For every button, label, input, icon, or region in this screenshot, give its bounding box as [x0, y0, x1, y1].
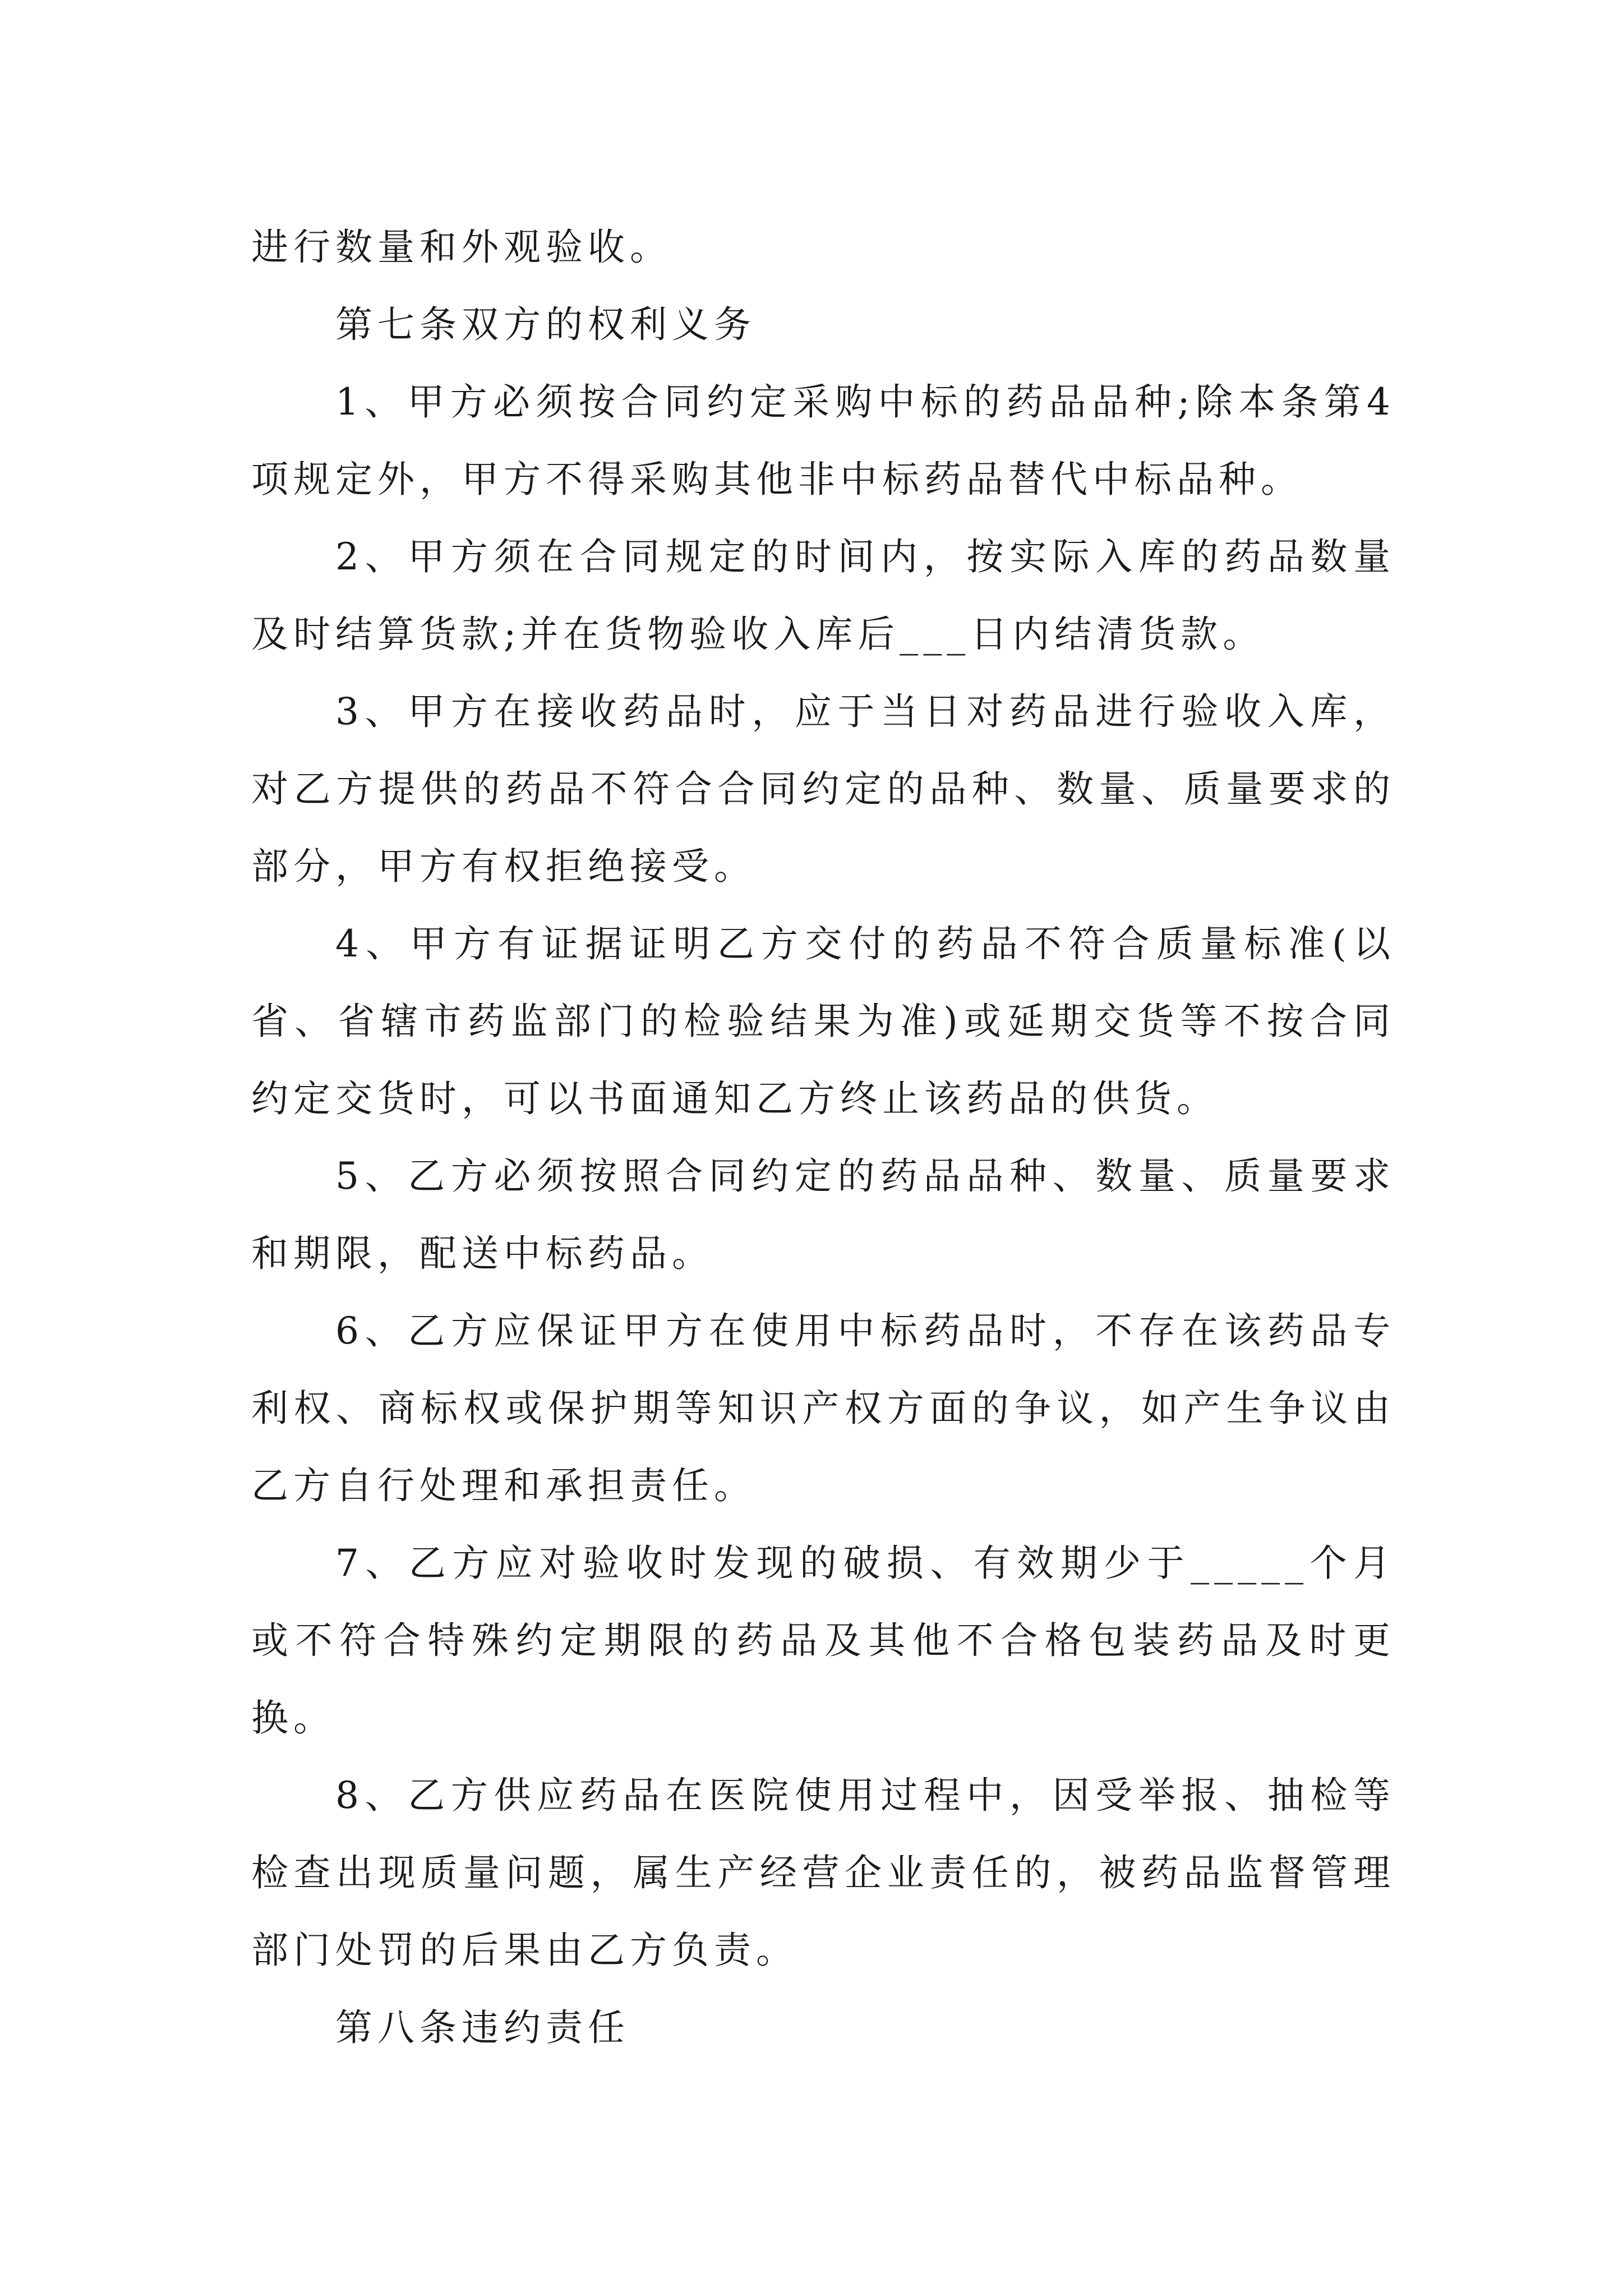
section-heading-article-8: 第八条违约责任: [335, 2006, 630, 2049]
paragraph-continuation: 进行数量和外观验收。: [251, 226, 672, 269]
clause-item-7: 7、乙方应对验收时发现的破损、有效期少于_____个月或不符合特殊约定期限的药品及其他不合格包装药品及时更换。: [251, 1542, 1395, 1740]
clause-item-2: 2、甲方须在合同规定的时间内，按实际入库的药品数量及时结算货款;并在货物验收入库后___日内结清货款。: [251, 535, 1395, 656]
section-heading-article-7: 第七条双方的权利义务: [335, 303, 756, 346]
clause-item-4: 4、甲方有证据证明乙方交付的药品不符合质量标准(以省、省辖市药监部门的检验结果为准)或延期交货等不按合同约定交货时，可以书面通知乙方终止该药品的供货。: [251, 922, 1395, 1120]
clause-item-8: 8、乙方供应药品在医院使用过程中，因受举报、抽检等检查出现质量问题，属生产经营企业责任的，被药品监督管理部门处罚的后果由乙方负责。: [251, 1774, 1395, 1972]
clause-item-1: 1、甲方必须按合同约定采购中标的药品品种;除本条第4项规定外，甲方不得采购其他非中标药品替代中标品种。: [251, 380, 1395, 501]
clause-item-6: 6、乙方应保证甲方在使用中标药品时，不存在该药品专利权、商标权或保护期等知识产权方面的争议，如产生争议由乙方自行处理和承担责任。: [251, 1309, 1395, 1507]
clause-item-3: 3、甲方在接收药品时，应于当日对药品进行验收入库，对乙方提供的药品不符合合同约定的品种、数量、质量要求的部分，甲方有权拒绝接受。: [251, 690, 1395, 888]
document-body: [251, 209, 1395, 2067]
clause-item-5: 5、乙方必须按照合同约定的药品品种、数量、质量要求和期限，配送中标药品。: [251, 1154, 1395, 1275]
